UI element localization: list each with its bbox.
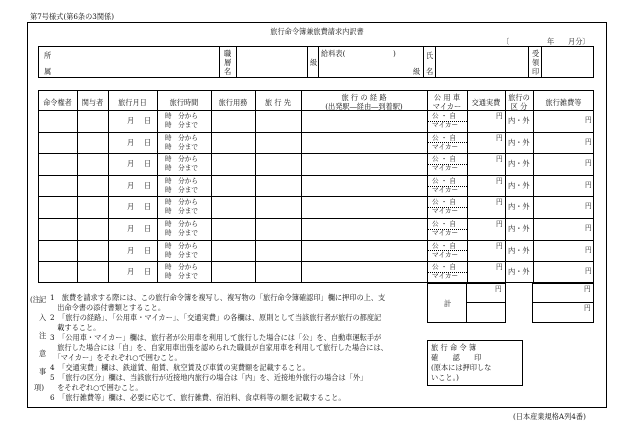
row-vehicle-2: マイカー bbox=[432, 250, 459, 259]
row-category: 内・外 bbox=[508, 202, 530, 212]
row-line bbox=[38, 175, 594, 176]
header-divider-3 bbox=[307, 46, 308, 78]
row-time-to: 時 分まで bbox=[165, 142, 198, 151]
row-day: 日 bbox=[144, 180, 152, 190]
row-cost-yen: 円 bbox=[496, 176, 503, 185]
salary-table-close: ) bbox=[393, 49, 396, 58]
receipt-label-2: 領 bbox=[532, 58, 540, 67]
col-header-vehicle: 公 用 車 bbox=[433, 93, 461, 102]
total-misc-yen: 円 bbox=[584, 285, 591, 293]
note-line-6: 旅行した場合には「自」を、自家用車出張を認められた職員が自家用車を利用して旅行した場合には、 bbox=[50, 343, 388, 352]
notes-side-6: 事 bbox=[39, 367, 47, 376]
col-header-route: 旅 行 の 経 路 bbox=[341, 93, 387, 102]
row-line bbox=[38, 132, 594, 133]
col-line bbox=[211, 90, 212, 283]
row-misc-yen: 円 bbox=[585, 245, 592, 254]
receipt-label-1: 受 bbox=[532, 49, 540, 58]
salary-table-label: 給料表( bbox=[321, 49, 346, 58]
col-header-category: 旅行の bbox=[508, 93, 530, 102]
note-line-9: 5 「旅行の区分」欄は、当該旅行が近接地内旅行の場合は「内」を、近接地外旅行の場合は「外」 bbox=[50, 373, 368, 382]
col-line bbox=[255, 90, 256, 283]
row-time-from: 時 分から bbox=[165, 133, 198, 142]
row-cost-yen: 円 bbox=[496, 220, 503, 228]
col-line bbox=[157, 90, 158, 283]
row-misc-yen: 円 bbox=[585, 180, 592, 189]
col-header-time: 旅行時間 bbox=[169, 98, 199, 107]
row-cost-yen: 円 bbox=[496, 133, 503, 142]
row-line bbox=[38, 196, 594, 197]
row-time-to: 時 分まで bbox=[165, 229, 198, 237]
total-cost-yen: 円 bbox=[495, 285, 502, 293]
row-month: 月 bbox=[127, 245, 135, 255]
row-misc-yen: 円 bbox=[585, 159, 592, 168]
row-day: 日 bbox=[144, 245, 152, 255]
row-category: 内・外 bbox=[508, 116, 530, 125]
total-label: 計 bbox=[444, 299, 452, 308]
total-misc-yen-2: 円 bbox=[584, 304, 591, 312]
row-day: 日 bbox=[144, 116, 152, 125]
col-header-route-sub: (出発駅―経由―到着駅) bbox=[325, 102, 403, 111]
affiliation-label-1: 所 bbox=[44, 51, 52, 60]
row-line bbox=[38, 261, 594, 262]
note-line-4: 載すること。 bbox=[50, 323, 101, 332]
col-line bbox=[108, 90, 109, 283]
row-time-to: 時 分まで bbox=[165, 121, 198, 129]
row-month: 月 bbox=[127, 224, 135, 233]
row-category: 内・外 bbox=[508, 267, 530, 277]
row-time-from: 時 分から bbox=[165, 176, 198, 185]
row-vehicle-1: 公 ・ 自 bbox=[432, 176, 456, 185]
row-misc-yen: 円 bbox=[585, 137, 592, 146]
confirm-line-3: (原本には押印しな bbox=[431, 363, 492, 372]
header-divider-4 bbox=[318, 46, 319, 78]
notes-side-1: (注 bbox=[30, 295, 40, 304]
notes-side-3: 入 bbox=[39, 313, 47, 322]
row-vehicle-2: マイカー bbox=[432, 272, 459, 281]
note-line-1: 1 旅費を請求する際には、この旅行命令簿を複写し、複写物の「旅行命令簿確認印」欄に押印の上、支 bbox=[50, 293, 386, 302]
row-time-from: 時 分から bbox=[165, 198, 198, 207]
row-category: 内・外 bbox=[508, 224, 530, 233]
row-cost-yen: 円 bbox=[496, 112, 503, 120]
form-number: 第7号様式(第6条の3関係) bbox=[30, 12, 115, 21]
row-line bbox=[38, 110, 594, 111]
notes-side-4: 注 bbox=[39, 331, 47, 340]
notes-side-5: 意 bbox=[39, 349, 47, 358]
row-time-to: 時 分まで bbox=[165, 250, 198, 259]
rank-label: 級 bbox=[310, 58, 318, 67]
row-time-to: 時 分まで bbox=[165, 185, 198, 194]
row-day: 日 bbox=[144, 159, 152, 169]
row-time-from: 時 分から bbox=[165, 112, 198, 120]
row-vehicle-2: マイカー bbox=[432, 207, 459, 216]
note-line-7: 「マイカー」をそれぞれ○で囲むこと。 bbox=[50, 353, 182, 362]
row-time-from: 時 分から bbox=[165, 263, 198, 272]
col-header-purpose: 旅行用務 bbox=[218, 98, 248, 107]
row-month: 月 bbox=[127, 159, 135, 169]
header-divider-2 bbox=[236, 46, 237, 78]
confirm-line-2: 確 認 印 bbox=[431, 353, 482, 362]
header-divider-8 bbox=[541, 46, 542, 78]
affiliation-label-2: 属 bbox=[44, 67, 52, 76]
total-cost-cell-2 bbox=[466, 302, 506, 323]
col-line bbox=[533, 90, 534, 283]
col-header-misc: 旅行雑費等 bbox=[545, 98, 582, 107]
header-divider-1 bbox=[219, 46, 220, 78]
row-month: 月 bbox=[127, 202, 135, 212]
notes-side-2: 記 bbox=[39, 295, 47, 304]
row-misc-yen: 円 bbox=[585, 224, 592, 232]
col-line bbox=[467, 90, 468, 283]
header-divider-6 bbox=[435, 46, 436, 78]
row-vehicle-2: マイカー bbox=[432, 121, 459, 129]
row-misc-yen: 円 bbox=[585, 116, 592, 124]
row-time-from: 時 分から bbox=[165, 155, 198, 164]
row-vehicle-2: マイカー bbox=[432, 142, 459, 151]
col-line bbox=[301, 90, 302, 283]
row-cost-yen: 円 bbox=[496, 241, 503, 250]
row-day: 日 bbox=[144, 224, 152, 233]
row-vehicle-1: 公 ・ 自 bbox=[432, 220, 456, 228]
row-category: 内・外 bbox=[508, 137, 530, 147]
row-month: 月 bbox=[127, 137, 135, 147]
row-cost-yen: 円 bbox=[496, 198, 503, 207]
row-day: 日 bbox=[144, 267, 152, 277]
row-vehicle-1: 公 ・ 自 bbox=[432, 155, 456, 164]
confirm-line-1: 旅 行 命 令 簿 bbox=[431, 343, 477, 352]
row-time-to: 時 分まで bbox=[165, 207, 198, 216]
row-time-from: 時 分から bbox=[165, 220, 198, 228]
row-vehicle-1: 公 ・ 自 bbox=[432, 198, 456, 207]
row-line bbox=[38, 240, 594, 241]
period-year: 年 bbox=[547, 37, 555, 46]
row-cost-yen: 円 bbox=[496, 155, 503, 164]
row-vehicle-1: 公 ・ 自 bbox=[432, 241, 456, 250]
col-header-date: 旅行月日 bbox=[118, 98, 147, 107]
row-month: 月 bbox=[127, 116, 135, 125]
row-vehicle-1: 公 ・ 自 bbox=[432, 133, 456, 142]
period-open: 〔 bbox=[502, 37, 510, 46]
name-label-1: 氏 bbox=[426, 51, 434, 60]
position-label-3: 名 bbox=[224, 67, 232, 76]
note-line-10: をそれぞれ○で囲むこと。 bbox=[50, 383, 143, 392]
row-time-to: 時 分まで bbox=[165, 164, 198, 173]
row-day: 日 bbox=[144, 202, 152, 212]
row-vehicle-1: 公 ・ 自 bbox=[432, 112, 456, 120]
note-line-3: 2 「旅行の経路」、「公用車・マイカー」、「交通実費」の各欄は、原則として当該旅行者が旅行の都度記 bbox=[50, 313, 382, 322]
name-label-2: 名 bbox=[426, 67, 434, 76]
row-category: 内・外 bbox=[508, 159, 530, 169]
row-category: 内・外 bbox=[508, 180, 530, 190]
row-vehicle-2: マイカー bbox=[432, 229, 459, 237]
col-header-related: 関与者 bbox=[81, 98, 104, 107]
row-line bbox=[38, 218, 594, 219]
col-header-actual-cost: 交通実費 bbox=[471, 98, 501, 107]
row-month: 月 bbox=[127, 180, 135, 190]
row-day: 日 bbox=[144, 137, 152, 147]
row-category: 内・外 bbox=[508, 245, 530, 255]
confirm-line-4: いこと。) bbox=[431, 373, 459, 382]
row-line bbox=[38, 153, 594, 154]
footer-standard: (日本産業規格A列4番) bbox=[513, 412, 586, 421]
period-month: 月分〕 bbox=[568, 37, 590, 46]
header-divider-7 bbox=[528, 46, 529, 78]
form-title: 旅行命令簿兼旅費請求内訳書 bbox=[270, 27, 364, 36]
row-vehicle-1: 公 ・ 自 bbox=[432, 263, 456, 272]
note-line-5: 3 「公用車・マイカー」欄は、旅行者が公用車を利用して旅行した場合には「公」を、自動車運転手が bbox=[50, 333, 382, 342]
notes-side-7: 項) bbox=[34, 383, 44, 392]
position-label-1: 職 bbox=[224, 49, 232, 58]
col-line bbox=[505, 90, 506, 283]
receipt-label-3: 印 bbox=[532, 67, 540, 76]
row-month: 月 bbox=[127, 267, 135, 277]
row-time-to: 時 分まで bbox=[165, 272, 198, 281]
row-vehicle-2: マイカー bbox=[432, 164, 459, 173]
header-divider-5 bbox=[423, 46, 424, 78]
row-misc-yen: 円 bbox=[585, 267, 592, 276]
col-header-category-sub: 区 分 bbox=[510, 102, 528, 111]
row-time-from: 時 分から bbox=[165, 241, 198, 250]
row-vehicle-2: マイカー bbox=[432, 185, 459, 194]
note-line-8: 4 「交通実費」欄は、鉄道賃、船賃、航空賃及び車賃の実費額を記載すること。 bbox=[50, 363, 310, 372]
col-header-destination: 旅 行 先 bbox=[264, 98, 292, 107]
col-line bbox=[77, 90, 78, 283]
note-line-2: 出命令書の添付書類とすること。 bbox=[50, 303, 166, 312]
note-line-11: 6 「旅行雑費等」欄は、必要に応じて、旅行雑費、宿泊料、食卓料等の額を記載すること。 bbox=[50, 393, 346, 402]
row-misc-yen: 円 bbox=[585, 202, 592, 211]
col-header-issuer: 命令権者 bbox=[43, 98, 72, 107]
salary-grade-label: 級 bbox=[413, 67, 421, 76]
row-cost-yen: 円 bbox=[496, 263, 503, 272]
position-label-2: 層 bbox=[224, 58, 232, 67]
col-header-vehicle-sub: マイカー bbox=[432, 102, 462, 111]
